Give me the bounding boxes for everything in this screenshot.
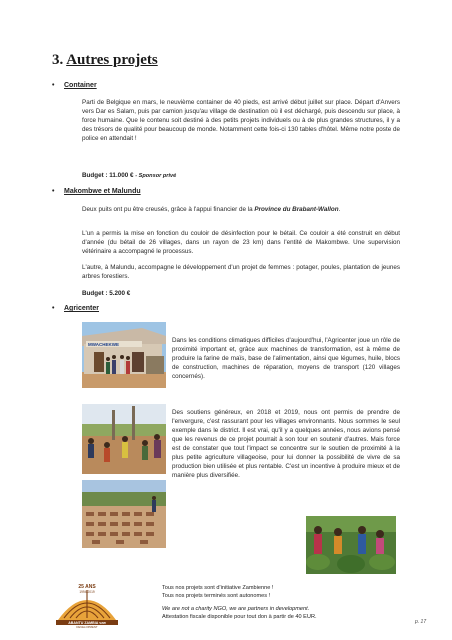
agricenter-text-1: Dans les conditions climatiques difficiles d'aujourd'hui, l'Agricenter joue un rôle de proximité important et, grâce aux machines de transformation, est à même de produire la farine de maïs, base de l'alimentation, ainsi que légumes, huile, blocs de construction, machines de réparation, moyens de transport (120 villages concernés). xyxy=(172,337,400,380)
bullet-container: • Container xyxy=(52,82,97,89)
makombwe-budget: Budget : 5.200 € xyxy=(82,290,131,297)
makombwe-text-2: L'un a permis la mise en fonction du couloir de désinfection pour le bétail. Ce couloir a été construit en début d'année (du bétail de 26 villages, dans un rayon de 23 km) dans l'entité de Makombwe. Une supervision vétérinaire a accompagné le processus. xyxy=(82,230,400,255)
footer-line-2: Tous nos projets terminés sont autonomes ! xyxy=(162,593,271,599)
makombwe-text-3: L'autre, à Malundu, accompagne le développement d'un projet de femmes : potager, poules, plantation de jeunes arbres forestiers. xyxy=(82,264,400,280)
svg-text:1994-2019: 1994-2019 xyxy=(79,590,95,594)
agricenter-building-photo xyxy=(82,322,166,388)
page-number: p. 17 xyxy=(415,619,427,625)
bullet-agricenter: • Agricenter xyxy=(52,305,100,312)
svg-text:DEVELOPMENT: DEVELOPMENT xyxy=(76,625,98,628)
section-title: 3. Autres projets xyxy=(52,52,158,68)
makombwe-text-1: Deux puits ont pu être creusés, grâce à l'appui financier de la Province du Brabant-Wallon. xyxy=(82,206,341,213)
footer-line-3: We are not a charity NGO, we are partners in development. xyxy=(162,606,310,612)
footer-line-1: Tous nos projets sont d'initiative Zambienne ! xyxy=(162,585,274,591)
svg-text:ABANTU ZAMBIA vzw: ABANTU ZAMBIA vzw xyxy=(68,621,106,625)
agricenter-label: Agricenter xyxy=(64,305,100,312)
bullet-makombwe: • Makombwe et Malundu xyxy=(52,188,141,195)
container-budget: Budget : 11.000 € - Sponsor privé xyxy=(82,172,177,179)
agricenter-text-2: Des soutiens généreux, en 2018 et 2019, nous ont permis de prendre de l'envergure, c'est rassurant pour les villages environnants. Nous sommes le seul exemple dans le district. Il est vrai, qu'il y a quelques années, nous avions pensé que les revenus de ce projet pourrait à son tour en soutenir d'autres. Mais force est de constater que tout l'impact se concentre sur le soutien de proximité à la plus petite agriculture villageoise, pour lui donner la possibilité de vivre de sa production bien utilisée et plus rentable. C'est un incentive à produire mieux et de manière plus diversifiée. xyxy=(172,409,400,479)
svg-text:25 ANS: 25 ANS xyxy=(78,584,96,590)
footer-line-4: Attestation fiscale disponible pour tout don à partir de 40 EUR. xyxy=(162,614,317,620)
abantu-zambia-logo xyxy=(52,580,122,628)
workers-photo xyxy=(82,404,166,474)
brick-making-photo xyxy=(82,480,166,548)
container-text: Parti de Belgique en mars, le neuvième container de 40 pieds, est arrivé début juillet sur place. Départ d'Anvers vers Dar es Salam, puis par camion jusqu'au village de destination où il est déchargé, puis descendu sur place, à force humaine. Que le contenu soit destiné à des petits projets individuels ou à de plus grandes structures, il y a des trésors de qualité pour beaucoup de monde. Notamment cette fois-ci 130 tables d'hôtel. Même notre poste de police en attendait ! xyxy=(82,99,400,142)
svg-text:MWACHEKWE: MWACHEKWE xyxy=(88,342,119,347)
container-label: Container xyxy=(64,82,97,89)
vegetable-garden-photo xyxy=(306,516,396,574)
makombwe-label: Makombwe et Malundu xyxy=(64,188,141,195)
